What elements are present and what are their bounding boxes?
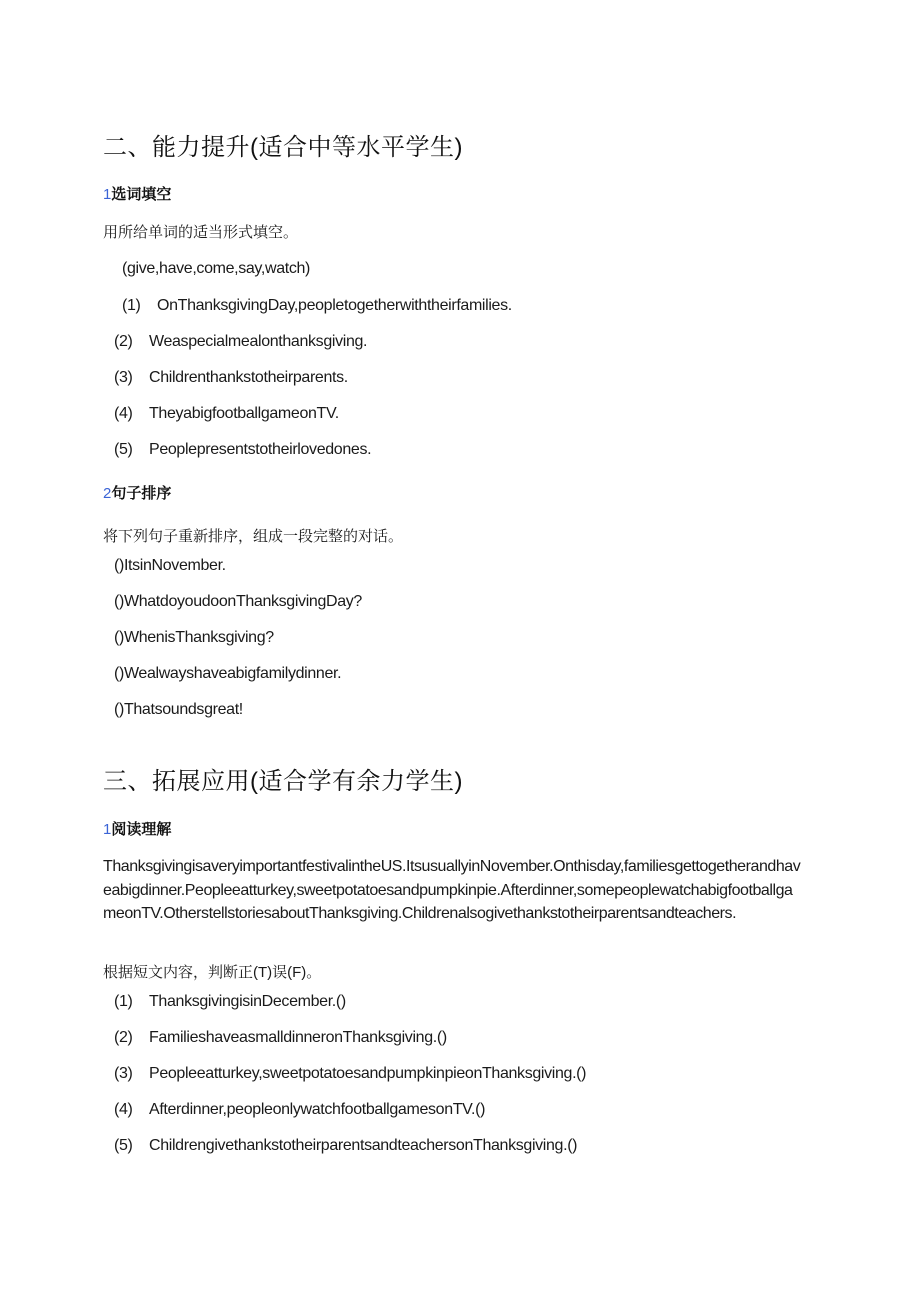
- sentence-item: ()ItsinNovember.: [114, 557, 226, 574]
- subsection-number: 1: [103, 186, 112, 203]
- question-number: (2): [114, 333, 133, 350]
- question-text: ChildrengivethankstotheirparentsandteachersonThanksgiving.(): [149, 1137, 578, 1154]
- question-text: OnThanksgivingDay,peopletogetherwiththeirfamilies.: [157, 297, 512, 314]
- subsection-number: 1: [103, 821, 112, 838]
- subsection-heading: [103, 482, 171, 503]
- question-item: [114, 1101, 485, 1119]
- subsection-label: 选词填空: [111, 186, 172, 203]
- question-number: (1): [122, 297, 141, 314]
- question-number: (5): [114, 1137, 133, 1154]
- subsection-heading: [103, 818, 171, 839]
- word-bank: (give,have,come,say,watch): [122, 260, 311, 277]
- question-text: TheyabigfootballgameonTV.: [149, 405, 339, 422]
- question-text: Weaspecialmealonthanksgiving.: [149, 333, 368, 350]
- sentence-item: ()Thatsoundsgreat!: [114, 701, 243, 718]
- question-number: (4): [114, 1101, 133, 1118]
- question-text: Peoplepresentstotheirlovedones.: [149, 441, 372, 458]
- sentence-item: ()WhatdoyoudoonThanksgivingDay?: [114, 593, 362, 610]
- question-item: [122, 297, 512, 315]
- subsection-heading: [103, 183, 171, 204]
- question-number: (4): [114, 405, 133, 422]
- sentence-item: ()Wealwayshaveabigfamilydinner.: [114, 665, 342, 682]
- question-item: [114, 1029, 447, 1047]
- subsection-label: 阅读理解: [111, 821, 172, 838]
- question-item: [114, 405, 339, 423]
- reading-passage: ThanksgivingisaveryimportantfestivalintheUS.ItsusuallyinNovember.Onthisday,familiesgettogetherandhaveabigdinner.Peopleeatturkey,sweetpotatoesandpumpkinpie.Afterdinner,somepeoplewatchabigfootballgameonTV.OtherstellstoriesaboutThanksgiving.Childrenalsogivethankstotheirparentsandteachers.: [103, 858, 801, 922]
- question-number: (3): [114, 369, 133, 386]
- sentence-item: ()WhenisThanksgiving?: [114, 629, 274, 646]
- question-text: Afterdinner,peopleonlywatchfootballgamesonTV.(): [149, 1101, 486, 1118]
- question-item: [114, 333, 367, 351]
- section-title: 二、能力提升(适合中等水平学生): [103, 134, 463, 161]
- subsection-label: 句子排序: [111, 485, 172, 502]
- instruction-text: 将下列句子重新排序，组成一段完整的对话。: [103, 528, 404, 545]
- question-item: [114, 1137, 577, 1155]
- question-item: [114, 993, 346, 1011]
- question-item: [114, 1065, 586, 1083]
- question-text: ThanksgivingisinDecember.(): [149, 993, 346, 1010]
- question-text: FamilieshaveasmalldinneronThanksgiving.(): [149, 1029, 447, 1046]
- subsection-number: 2: [103, 485, 112, 502]
- instruction-text: 根据短文内容，判断正(T)误(F)。: [103, 964, 322, 981]
- instruction-text: 用所给单词的适当形式填空。: [103, 224, 299, 241]
- question-text: Peopleeatturkey,sweetpotatoesandpumpkinpieonThanksgiving.(): [149, 1065, 587, 1082]
- question-number: (1): [114, 993, 133, 1010]
- question-item: [114, 369, 348, 387]
- section-title: 三、拓展应用(适合学有余力学生): [103, 768, 463, 795]
- question-text: Childrenthankstotheirparents.: [149, 369, 348, 386]
- question-number: (3): [114, 1065, 133, 1082]
- question-number: (2): [114, 1029, 133, 1046]
- question-number: (5): [114, 441, 133, 458]
- question-item: [114, 441, 371, 459]
